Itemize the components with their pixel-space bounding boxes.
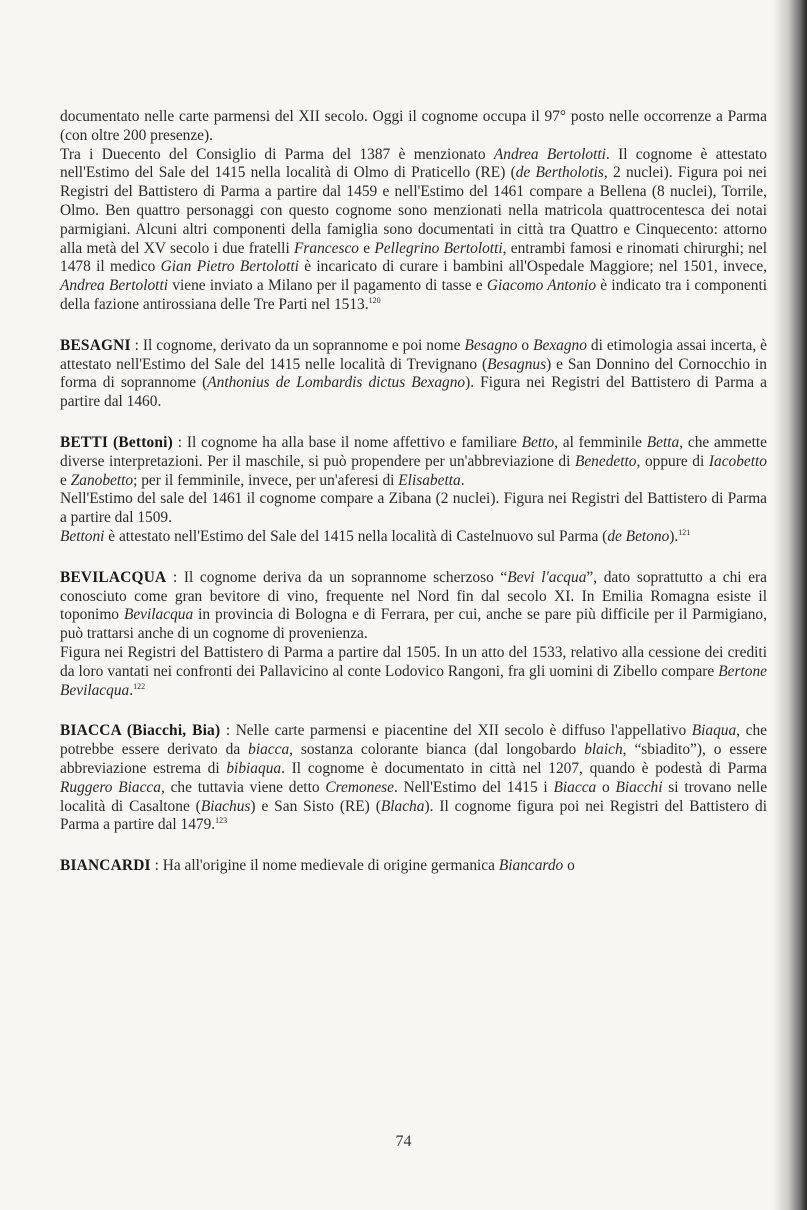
paragraph-text: è attestato nell'Estimo del Sale del 1415 nella località di Castelnuovo sul Parma (	[104, 527, 608, 545]
paragraph-text: è incaricato di curare i bambini all'Ospedale Maggiore; nel 1501, invece,	[298, 258, 767, 276]
italic-name: Bevilacqua	[123, 606, 194, 624]
italic-name: Bevi l'acqua	[507, 568, 587, 586]
paragraph-text: , che potrebbe essere derivato da	[60, 722, 767, 759]
paragraph-text: di etimologia assai incerta, è attestato nell'Estimo del Sale del 1415 nelle località di Trevignano (	[60, 336, 768, 373]
italic-name: Biancardo	[498, 857, 564, 875]
italic-name: Betta	[646, 433, 680, 451]
footnote-ref: 120	[368, 295, 381, 305]
entry-biacca	[60, 722, 767, 835]
italic-name: Biacca	[553, 778, 597, 796]
italic-name: Francesco	[294, 239, 359, 257]
entry-heading: BESAGNI	[60, 336, 131, 354]
paragraph	[60, 146, 767, 315]
paragraph-text: , che tuttavia viene detto	[160, 778, 326, 796]
page-number: 74	[395, 1133, 412, 1150]
paragraph-text: ).	[669, 527, 679, 545]
paragraph	[60, 490, 767, 528]
paragraph-text: : Ha all'origine il nome medievale di origine germanica	[150, 857, 499, 875]
italic-name: de Bertholotis	[515, 164, 604, 182]
paragraph-text: in provincia di Bologna e di Ferrara, per cui, anche se pare più difficile per il Parmigiano, può trattarsi anche di un cognome di provenienza.	[60, 606, 767, 643]
paragraph	[60, 644, 767, 700]
italic-name: Besagnus	[487, 355, 547, 373]
paragraph-text: Tra i Duecento del Consiglio di Parma del 1387 è menzionato	[60, 145, 494, 163]
paragraph-text: .	[460, 471, 465, 489]
paragraph-text: Nell'Estimo del sale del 1461 il cognome compare a Zibana (2 nuclei). Figura nei Registri del Battistero di Parma a partire dal 1509.	[60, 490, 767, 527]
paragraph-text: ”, dato soprattutto a chi era conosciuto come gran bevitore di vino, frequente nel Nord fin dal secolo XI. In Emilia Romagna esiste il toponimo	[60, 568, 767, 624]
paragraph-text: si trovano nelle località di Casaltone (	[60, 778, 768, 815]
paragraph-text: , oppure di	[636, 452, 709, 470]
entry-bevilacqua	[60, 569, 767, 644]
italic-name: blaich	[584, 741, 623, 759]
paragraph-text: , che ammette diverse interpretazioni. Per il maschile, si può propendere per un'abbreviazione di	[60, 433, 767, 470]
paragraph-text: o	[563, 857, 575, 875]
italic-name: bibiaqua	[226, 759, 282, 777]
paragraph-text: . Nell'Estimo del 1415 i	[394, 778, 554, 796]
italic-name: Cremonese	[325, 778, 394, 796]
italic-name: Gian Pietro Bertolotti	[160, 258, 299, 276]
footnote-ref: 121	[678, 527, 691, 537]
paragraph-text: : Il cognome ha alla base il nome affettivo e familiare	[172, 433, 522, 451]
entry-besagni	[60, 337, 767, 412]
entry-biancardi	[60, 857, 767, 876]
italic-name: Bettoni	[60, 527, 105, 545]
paragraph-text: : Nelle carte parmensi e piacentine del XII secolo è diffuso l'appellativo	[220, 722, 692, 740]
page-gutter-shadow	[773, 0, 807, 1210]
paragraph-text: , “sbiadito”), o essere abbreviazione estrema di	[60, 741, 767, 777]
italic-name: Giacomo Antonio	[486, 277, 597, 295]
italic-name: de Betono	[607, 527, 670, 545]
paragraph-text: ) e San Donnino del Cornocchio in forma di soprannome (	[60, 355, 768, 392]
italic-name: Zanobetto	[70, 471, 134, 489]
paragraph-text: Figura nei Registri del Battistero di Parma a partire dal 1505. In un atto del 1533, relativo alla cessione dei crediti da loro vantati nei confronti dei Pallavicino al conte Lodovico Rangoni, fra gli uomini di Zibello compare	[60, 643, 767, 680]
paragraph-text: ). Il cognome figura poi nei Registri del Battistero di Parma a partire dal 1479.	[60, 797, 767, 834]
italic-name: Biachus	[200, 797, 251, 815]
entry-betti	[60, 434, 767, 490]
italic-name: Pellegrino Bertolotti	[374, 239, 503, 257]
paragraph-text: , entrambi famosi e rinomati chirurghi; nel 1478 il medico	[60, 239, 767, 276]
footnote-ref: 123	[215, 816, 228, 826]
paragraph-text: : Il cognome, derivato da un soprannome e poi nome	[130, 336, 465, 354]
footnote-ref: 122	[133, 681, 146, 691]
italic-name: Bertone Bevilacqua	[60, 662, 767, 699]
paragraph-text: , 2 nuclei). Figura poi nei Registri del Battistero di Parma a partire dal 1459 e nell'Estimo del 1461 compare a Bellena (8 nuclei), Torrile, Olmo. Ben quattro personaggi con questo cognome sono menzionati nella matricola quattrocentesca dei notai parmigiani. Alcuni altri componenti della famiglia sono documentati in città tra Quattro e Cinquecento: attorno alla metà del XV secolo i due fratelli	[60, 164, 768, 257]
entry-heading: BEVILACQUA	[60, 568, 167, 586]
italic-name: Anthonius de Lombardis dictus Bexagno	[207, 374, 466, 392]
paragraph-text: ; per il femminile, invece, per un'aferesi di	[133, 471, 399, 489]
paragraph-text: viene inviato a Milano per il pagamento di tasse e	[168, 277, 487, 295]
italic-name: Andrea Bertolotti	[60, 277, 169, 295]
italic-name: Besagno	[464, 336, 518, 354]
paragraph-text: : Il cognome deriva da un soprannome scherzoso “	[166, 568, 508, 586]
paragraph	[60, 528, 767, 547]
italic-name: Biacchi	[615, 778, 663, 796]
paragraph-text: ). Figura nei Registri del Battistero di Parma a partire dal 1460.	[60, 374, 767, 411]
italic-name: Benedetto	[574, 452, 637, 470]
italic-name: Iacobetto	[708, 452, 767, 470]
paragraph-text: , sostanza colorante bianca (dal longobardo	[289, 741, 585, 759]
paragraph-text: e	[358, 239, 375, 257]
italic-name: Elisabetta	[398, 471, 461, 489]
paragraph-text: ) e San Sisto (RE) (	[250, 797, 381, 815]
paragraph-text: e	[60, 471, 71, 489]
entry-heading: BETTI (Bettoni)	[60, 433, 173, 451]
paragraph-text: , al femminile	[554, 433, 647, 451]
entry-heading: BIANCARDI	[60, 857, 151, 875]
paragraph	[60, 108, 767, 146]
italic-name: biacca	[248, 741, 290, 759]
paragraph-text: . Il cognome è documentato in città nel 1207, quando è podestà di Parma	[281, 759, 768, 777]
italic-name: Andrea Bertolotti	[493, 145, 606, 163]
paragraph-text: o	[517, 336, 534, 354]
italic-name: Biaqua	[691, 722, 737, 740]
italic-name: Ruggero Biacca	[60, 778, 161, 796]
italic-name: Blacha	[380, 797, 425, 815]
paragraph-text: o	[596, 778, 616, 796]
italic-name: Betto	[521, 433, 555, 451]
paragraph-text: documentato nelle carte parmensi del XII secolo. Oggi il cognome occupa il 97° posto nelle occorrenze a Parma (con oltre 200 presenze).	[60, 108, 767, 144]
paragraph-text: . Il cognome è attestato nell'Estimo del Sale del 1415 nella località di Olmo di Praticello (RE) (	[60, 145, 767, 182]
italic-name: Bexagno	[533, 336, 587, 354]
page-body	[60, 108, 767, 876]
entry-heading: BIACCA (Biacchi, Bia)	[60, 722, 221, 740]
paragraph-text: è indicato tra i componenti della fazione antirossiana delle Tre Parti nel 1513.	[60, 277, 767, 313]
paragraph-text: .	[129, 681, 134, 699]
